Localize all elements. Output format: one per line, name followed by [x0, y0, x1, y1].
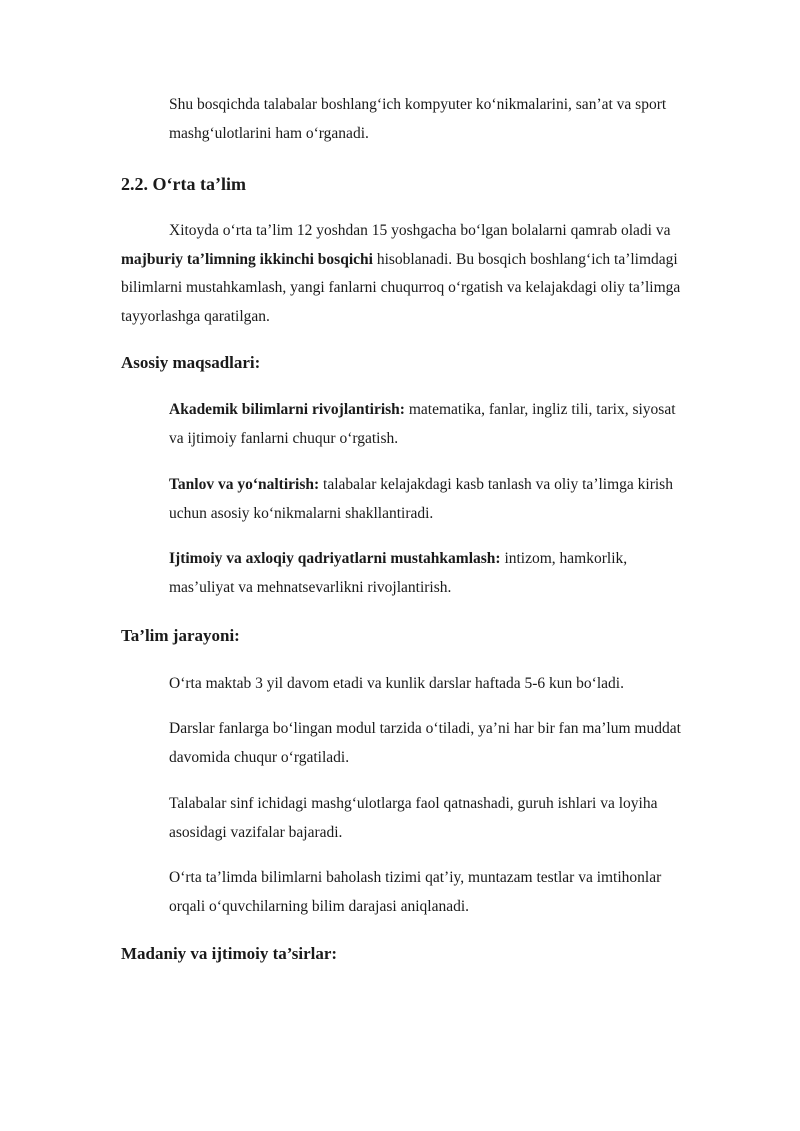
- section-paragraph-text-end: hisoblanadi. Bu bosqich boshlang‘ich ta’limdagi bilimlarni mustahkamlash, yangi fanlarni chuqurroq o‘rgatish va kelajakdagi oliy ta’limga tayyorlashga qaratilgan.: [121, 250, 681, 325]
- goal-item-label: Tanlov va yo‘naltirish:: [169, 476, 320, 493]
- goal-item: [169, 396, 689, 453]
- culture-heading: Madaniy va ijtimoiy ta’sirlar:: [121, 944, 338, 963]
- process-item: Darslar fanlarga bo‘lingan modul tarzida o‘tiladi, ya’ni har bir fan ma’lum muddat davomida chuqur o‘rgatiladi.: [169, 720, 681, 766]
- goal-item-text: talabalar kelajakdagi kasb tanlash va oliy ta’limga kirish uchun asosiy ko‘nikmalarni shakllantiradi.: [169, 476, 673, 522]
- goal-item: [169, 471, 689, 528]
- goal-item-text: intizom, hamkorlik, mas’uliyat va mehnatsevarlikni rivojlantirish.: [169, 550, 628, 596]
- goal-item-label: Ijtimoiy va axloqiy qadriyatlarni mustahkamlash:: [169, 550, 501, 567]
- process-item: O‘rta ta’limda bilimlarni baholash tizimi qat’iy, muntazam testlar va imtihonlar orqali o‘quvchilarning bilim darajasi aniqlanadi.: [169, 869, 662, 915]
- process-item: O‘rta maktab 3 yil davom etadi va kunlik darslar haftada 5-6 kun bo‘ladi.: [169, 675, 624, 692]
- section-paragraph-bold: majburiy ta’limning ikkinchi bosqichi: [121, 250, 373, 268]
- goals-heading: Asosiy maqsadlari:: [121, 353, 261, 372]
- section-paragraph: [121, 217, 681, 331]
- process-item: Talabalar sinf ichidagi mashg‘ulotlarga faol qatnashadi, guruh ishlari va loyiha asosidagi vazifalar bajaradi.: [169, 795, 658, 841]
- section-paragraph-text-start: Xitoyda o‘rta ta’lim 12 yoshdan 15 yoshgacha bo‘lgan bolalarni qamrab oladi va: [169, 222, 671, 239]
- process-heading: Ta’lim jarayoni:: [121, 626, 240, 645]
- section-title: 2.2. O‘rta ta’lim: [121, 174, 246, 194]
- intro-paragraph: Shu bosqichda talabalar boshlang‘ich kompyuter ko‘nikmalarini, san’at va sport mashg‘ulotlarini ham o‘rganadi.: [169, 96, 667, 142]
- goal-item-label: Akademik bilimlarni rivojlantirish:: [169, 401, 405, 418]
- goal-item: [169, 545, 689, 602]
- goal-item-text: matematika, fanlar, ingliz tili, tarix, siyosat va ijtimoiy fanlarni chuqur o‘rgatish.: [169, 401, 676, 447]
